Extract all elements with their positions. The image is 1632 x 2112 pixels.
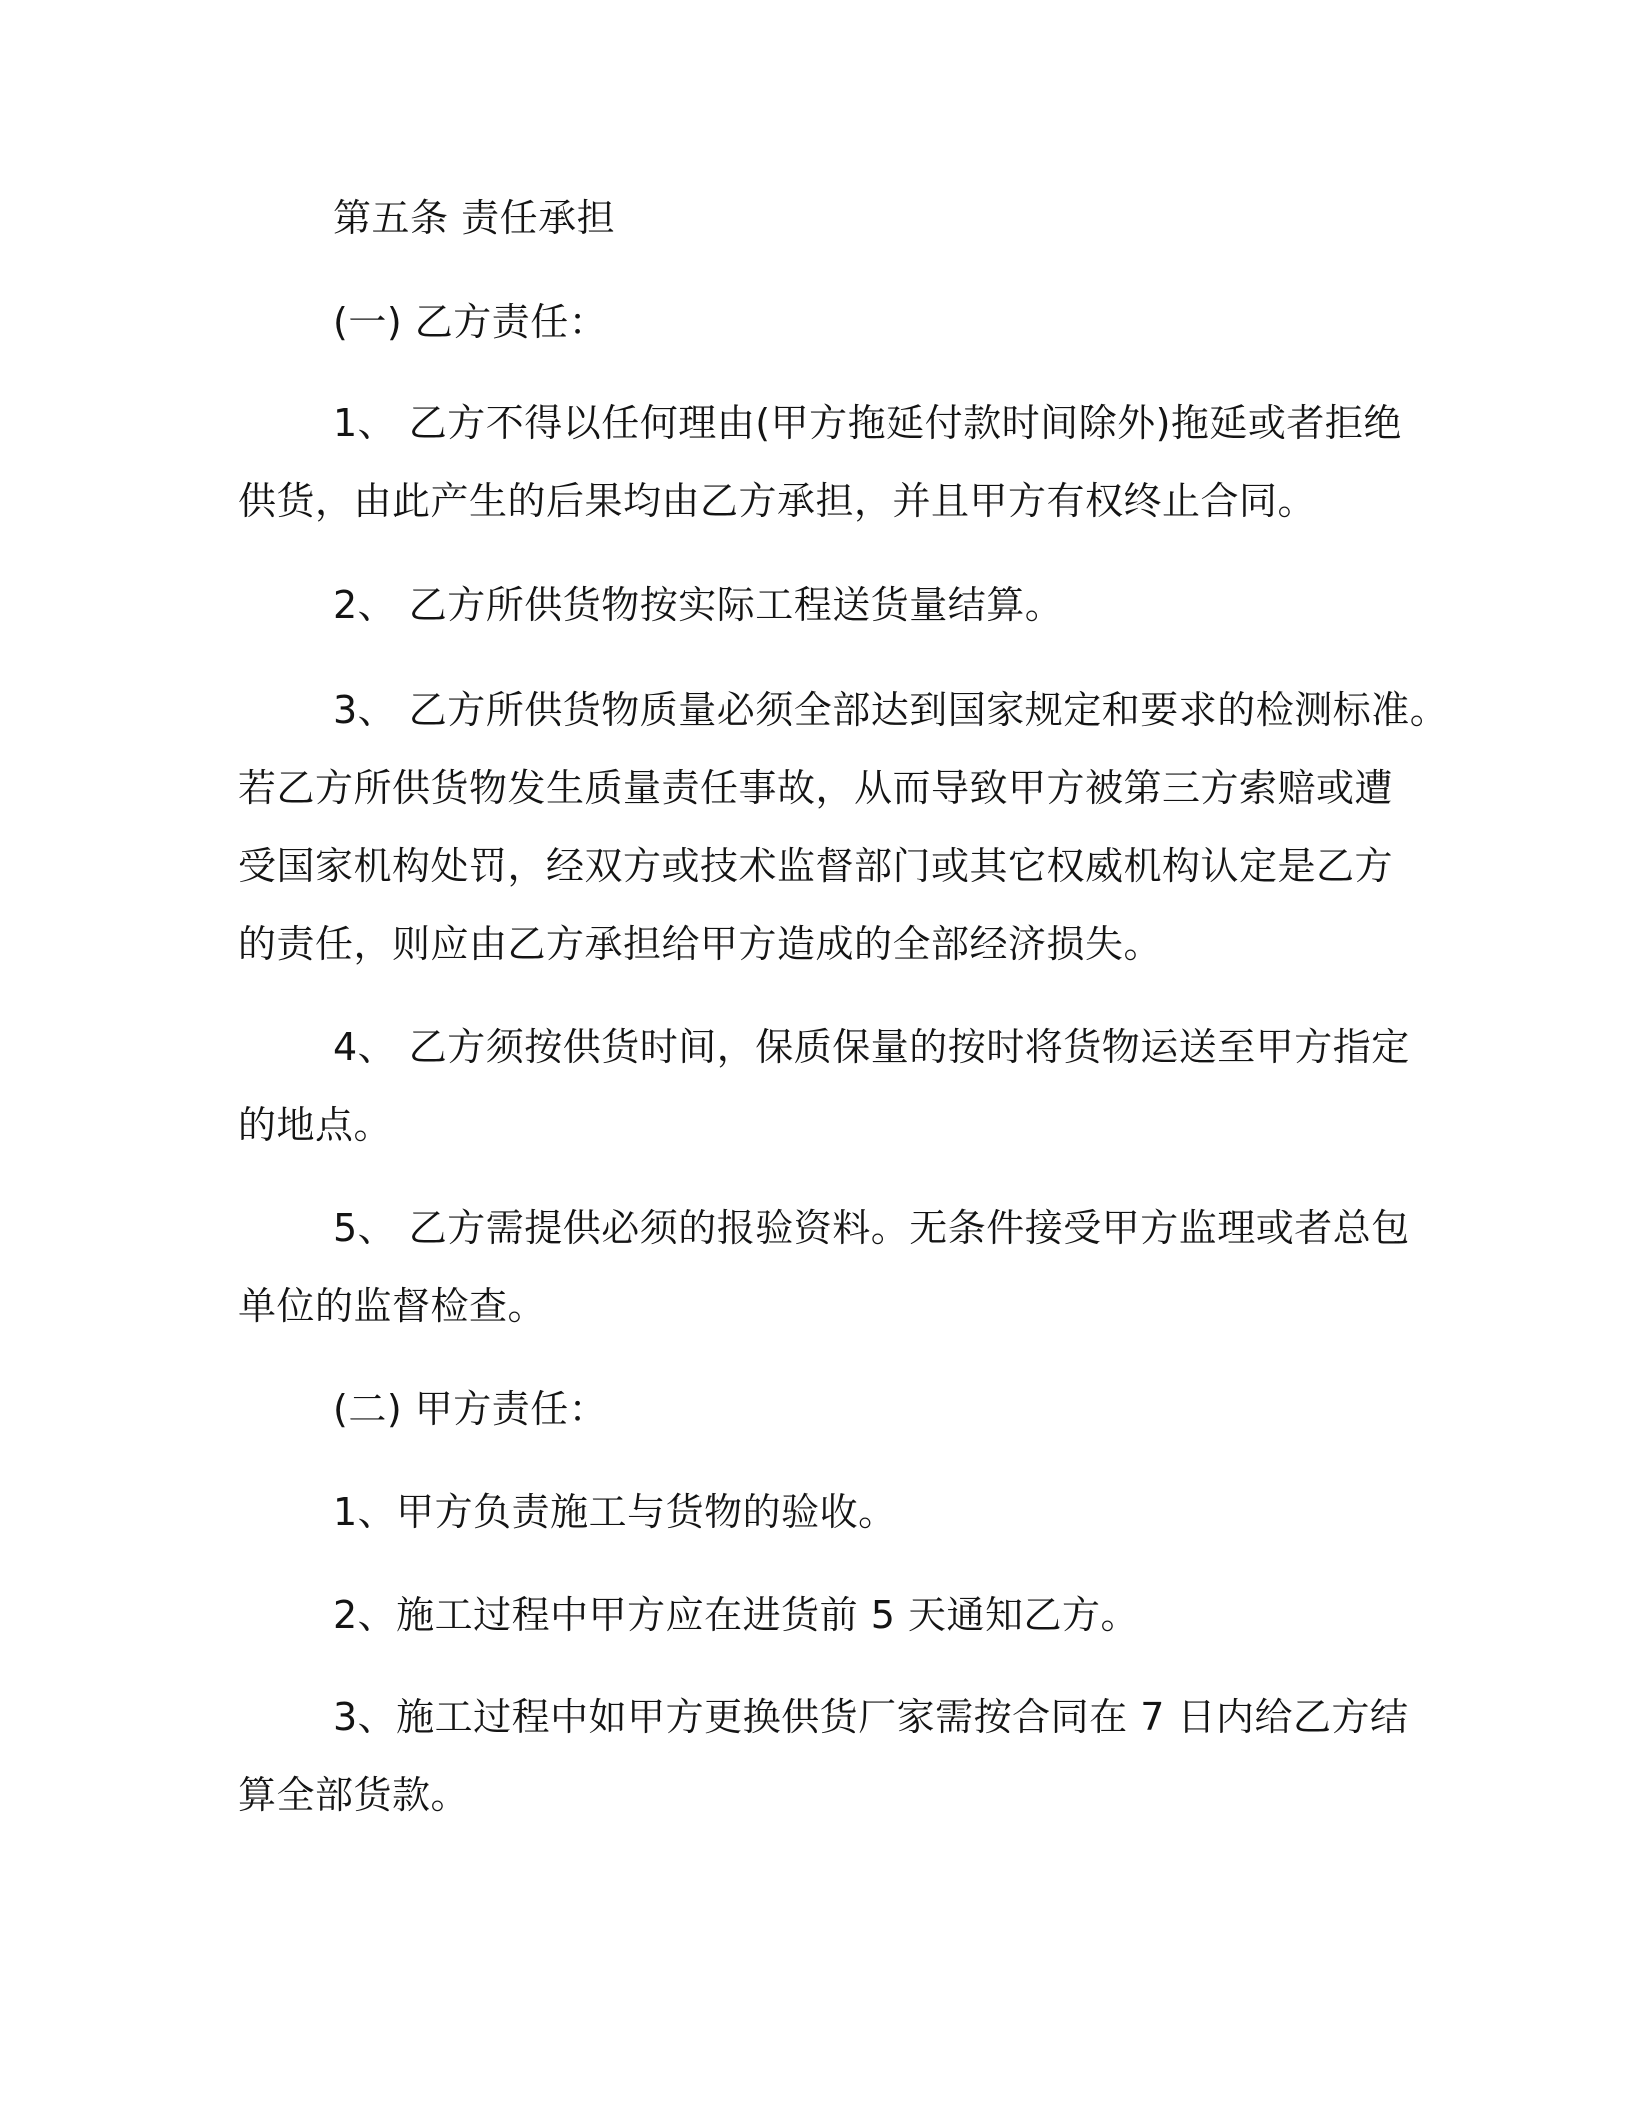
party-b-clause-5-line-2: 单位的监督检查。 <box>238 1284 547 1328</box>
party-a-clause-3-line-1: 3、施工过程中如甲方更换供货厂家需按合同在 7 日内给乙方结 <box>333 1695 1409 1739</box>
party-b-clause-2-line-1: 2、 乙方所供货物按实际工程送货量结算。 <box>333 583 1064 627</box>
party-b-clause-3-line-2: 若乙方所供货物发生质量责任事故，从而导致甲方被第三方索赔或遭 <box>238 766 1394 810</box>
article-title: 第五条 责任承担 <box>333 196 616 240</box>
party-b-clause-4-line-2: 的地点。 <box>238 1103 393 1147</box>
party-a-clause-1-line-1: 1、甲方负责施工与货物的验收。 <box>333 1490 897 1534</box>
party-b-clause-3-line-3: 受国家机构处罚，经双方或技术监督部门或其它权威机构认定是乙方 <box>238 844 1394 888</box>
party-b-clause-3-line-1: 3、 乙方所供货物质量必须全部达到国家规定和要求的检测标准。 <box>333 688 1449 732</box>
section-heading-party-a: (二) 甲方责任： <box>333 1387 608 1431</box>
section-heading-party-b: (一) 乙方责任： <box>333 300 608 344</box>
party-a-clause-2-line-1: 2、施工过程中甲方应在进货前 5 天通知乙方。 <box>333 1593 1140 1637</box>
party-b-clause-1-line-1: 1、 乙方不得以任何理由(甲方拖延付款时间除外)拖延或者拒绝 <box>333 401 1402 445</box>
party-b-clause-4-line-1: 4、 乙方须按供货时间，保质保量的按时将货物运送至甲方指定 <box>333 1025 1410 1069</box>
party-a-clause-3-line-2: 算全部货款。 <box>238 1773 470 1817</box>
party-b-clause-5-line-1: 5、 乙方需提供必须的报验资料。无条件接受甲方监理或者总包 <box>333 1206 1410 1250</box>
party-b-clause-1-line-2: 供货，由此产生的后果均由乙方承担，并且甲方有权终止合同。 <box>238 479 1317 523</box>
party-b-clause-3-line-4: 的责任，则应由乙方承担给甲方造成的全部经济损失。 <box>238 922 1163 966</box>
